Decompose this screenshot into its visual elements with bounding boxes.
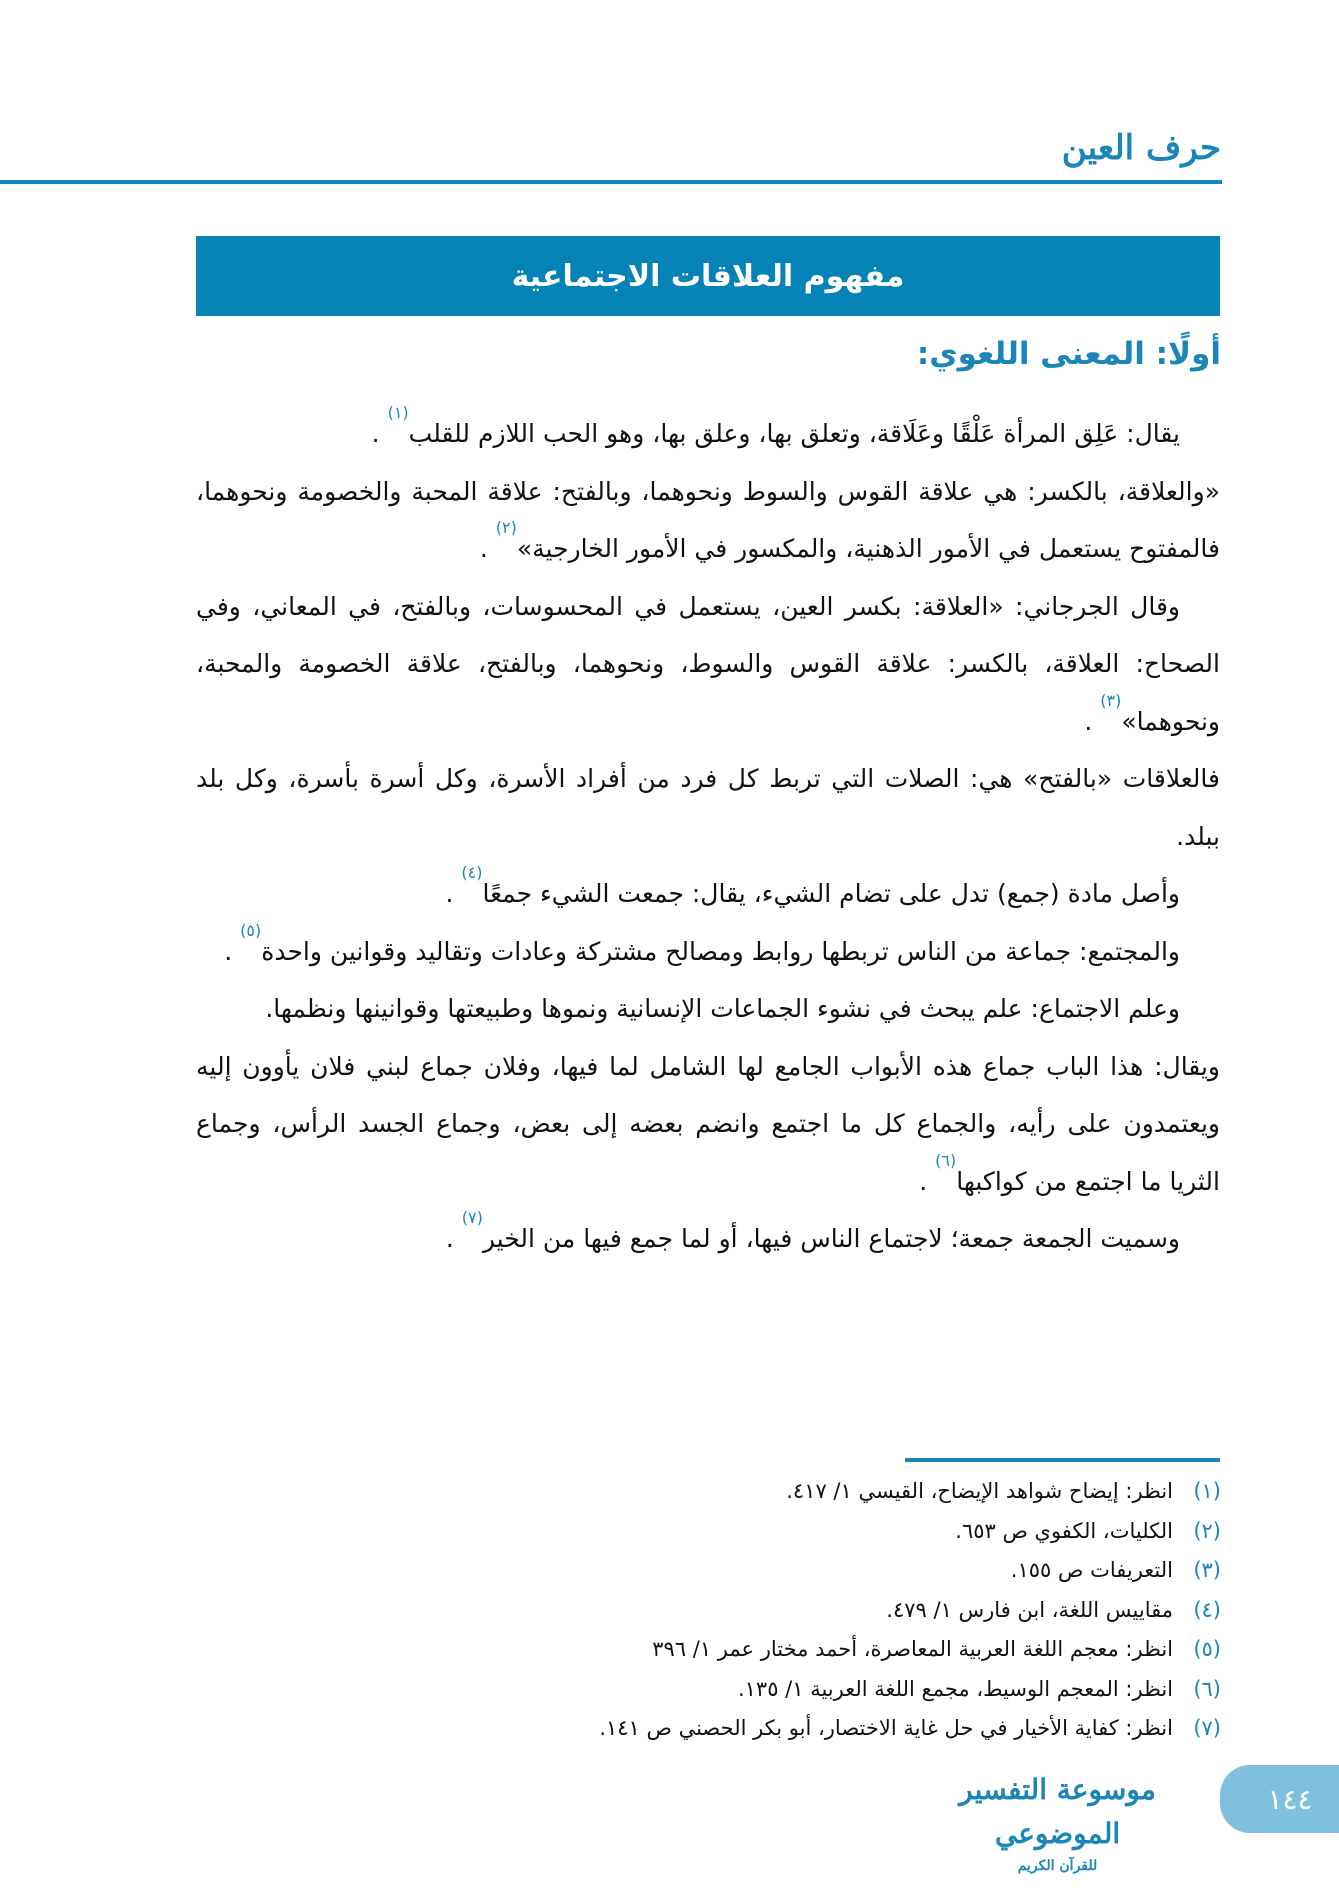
footnote-number: (٥) [1193,1637,1221,1661]
header-divider [0,180,1222,184]
paragraph [196,578,1220,751]
page-number: ١٤٤ [1267,1782,1313,1816]
footnote-ref[interactable]: (٤) [461,863,483,882]
footnote-ref[interactable]: (٢) [495,518,517,537]
paragraph-end: . [445,879,454,908]
footnotes [599,1472,1221,1749]
page-number-tab [1220,1765,1339,1833]
paragraph-text: يقال: عَلِق المرأة عَلْقًا وعَلَاقة، وتعلق بها، وعلق بها، وهو الحب اللازم للقلب [408,419,1180,448]
section-title: مفهوم العلاقات الاجتماعية [511,258,905,294]
paragraph-end: . [479,534,488,563]
paragraph-end: . [445,1224,454,1253]
paragraph [196,750,1220,865]
paragraph-text: وقال الجرجاني: «العلاقة: بكسر العين، يستعمل في المحسوسات، وبالفتح، في المعاني، وفي الصحاح: العلاقة، بالكسر: علاقة القوس والسوط، ونحوهما، وبالفتح، علاقة الخصومة والمحبة، ونحوهما» [196,591,1220,736]
paragraph-text: وعلم الاجتماع: علم يبحث في نشوء الجماعات الإنسانية ونموها وطبيعتها وقوانينها ونظمها. [265,994,1180,1023]
footnote-text: التعريفات ص ١٥٥. [1010,1558,1173,1582]
footnote-text: الكليات، الكفوي ص ٦٥٣. [955,1518,1173,1543]
footnote-divider [905,1458,1220,1462]
footnote-text: انظر: كفاية الأخيار في حل غاية الاختصار، أبو بكر الحصني ص ١٤١. [599,1716,1173,1740]
footnote-number: (٧) [1193,1716,1221,1740]
paragraph-end: . [224,936,233,966]
footnote-ref[interactable]: (٧) [461,1208,483,1227]
running-head: حرف العين [1061,128,1221,168]
footnote-number: (٤) [1193,1597,1221,1622]
footnote-ref[interactable]: (١) [387,403,409,422]
body-text [196,405,1220,1268]
footnote-text: انظر: إيضاح شواهد الإيضاح، القيسي ١/ ٤١٧. [786,1479,1173,1503]
footnote-ref[interactable]: (٣) [1100,690,1122,710]
paragraph-text: وأصل مادة (جمع) تدل على تضام الشيء، يقال: جمعت الشيء جمعًا [482,879,1180,908]
paragraph-text: ويقال: هذا الباب جماع هذه الأبواب الجامع لها الشامل لما فيها، وفلان جماع لبني فلان يأوون إليه ويعتمدون على رأيه، والجماع كل ما اجتمع وانضم بعضه إلى بعض، وجماع الجسد الرأس، وجماع الثريا ما اجتمع من كواكبها [196,1051,1220,1196]
paragraph [196,405,1220,463]
subheading: أولًا: المعنى اللغوي: [916,336,1221,372]
paragraph-end: . [371,419,380,448]
footnote-text: مقاييس اللغة، ابن فارس ١/ ٤٧٩. [886,1597,1173,1622]
footnote-text: انظر: معجم اللغة العربية المعاصرة، أحمد مختار عمر ١/ ٣٩٦ [652,1637,1173,1661]
footnote-number: (١) [1193,1479,1221,1503]
footnote-number: (٦) [1193,1676,1221,1701]
paragraph [196,865,1220,923]
footnote-ref[interactable]: (٦) [935,1150,957,1170]
paragraph-text: «والعلاقة، بالكسر: هي علاقة القوس والسوط ونحوهما، وبالفتح: علاقة المحبة والخصومة ونحوهما، فالمفتوح يستعمل في الأمور الذهنية، والمكسور في الأمور الخارجية» [196,476,1220,563]
paragraph-text: فالعلاقات «بالفتح» هي: الصلات التي تربط كل فرد من أفراد الأسرة، وكل أسرة بأسرة، وكل بلد ببلد. [196,764,1220,851]
logo-subtitle: للقرآن الكريم [1017,1858,1098,1874]
footnote [599,1630,1221,1670]
paragraph-end: . [919,1166,928,1196]
paragraph [196,1210,1220,1268]
encyclopedia-logo [935,1768,1180,1874]
paragraph-text: والمجتمع: جماعة من الناس تربطها روابط ومصالح مشتركة وعادات وتقاليد وقوانين واحدة [261,936,1180,966]
footnote-text: انظر: المعجم الوسيط، مجمع اللغة العربية ١/ ١٣٥. [737,1676,1173,1701]
footnote-number: (٣) [1193,1558,1221,1582]
footnote [599,1591,1221,1631]
logo-title: موسوعة التفسير الموضوعي [959,1773,1156,1850]
footnote [599,1709,1221,1749]
footnote [599,1670,1221,1710]
section-banner [196,236,1220,316]
footnote [599,1472,1221,1512]
paragraph [196,463,1220,578]
paragraph [196,980,1220,1038]
footnote [599,1512,1221,1552]
footnote-ref[interactable]: (٥) [240,920,262,940]
paragraph [196,920,1220,981]
paragraph [196,1038,1220,1211]
footnote [599,1551,1221,1591]
paragraph-end: . [1084,706,1093,736]
footnote-number: (٢) [1193,1518,1221,1543]
paragraph-text: وسميت الجمعة جمعة؛ لاجتماع الناس فيها، أو لما جمع فيها من الخير [482,1224,1180,1253]
